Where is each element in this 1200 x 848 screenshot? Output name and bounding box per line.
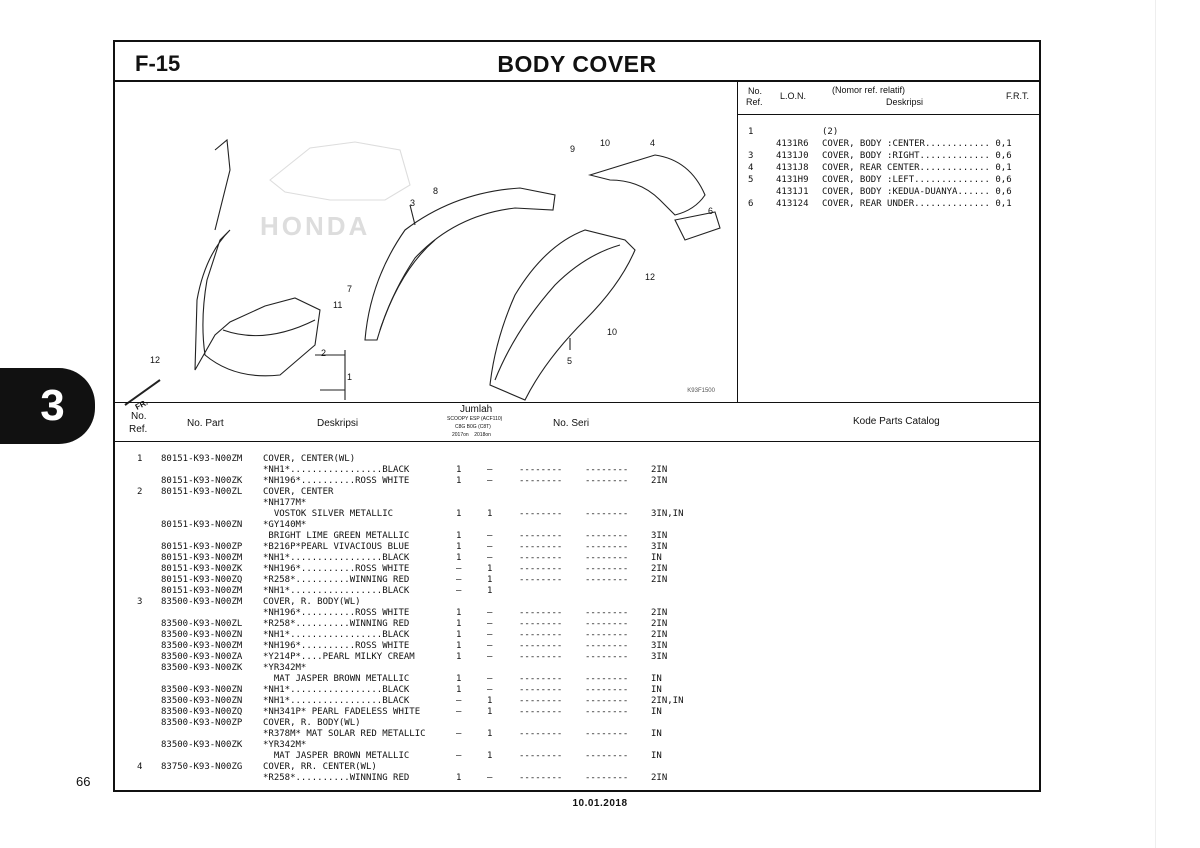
qty-2017: 1: [456, 652, 462, 662]
serial-from: --------: [519, 476, 563, 486]
part-number: 83500-K93-N00ZP: [161, 718, 243, 728]
reference-row: [738, 150, 1039, 162]
table-row: [115, 674, 1039, 685]
part-desc: *R258*..........WINNING RED: [263, 575, 410, 585]
qty-2018: –: [487, 476, 493, 486]
qty-2017: –: [456, 729, 462, 739]
reference-panel: [738, 80, 1039, 402]
table-row: [115, 652, 1039, 663]
qty-2018: 1: [487, 509, 493, 519]
part-number: 83500-K93-N00ZN: [161, 685, 243, 695]
qty-2018: –: [487, 641, 493, 651]
part-number: 80151-K93-N00ZK: [161, 564, 243, 574]
reference-row: [738, 174, 1039, 186]
part-6-rear-under: [675, 212, 720, 240]
part-desc: MAT JASPER BROWN METALLIC: [263, 674, 410, 684]
table-row: [115, 641, 1039, 652]
serial-to: --------: [585, 674, 629, 684]
part-number: 80151-K93-N00ZN: [161, 520, 243, 530]
part-desc: BRIGHT LIME GREEN METALLIC: [263, 531, 410, 541]
qty-2018: –: [487, 674, 493, 684]
qty-2018: 1: [487, 696, 493, 706]
table-row: [115, 751, 1039, 762]
qty-2017: –: [456, 707, 462, 717]
section-tab-label: 3: [40, 381, 65, 430]
serial-to: --------: [585, 652, 629, 662]
qty-2017: –: [456, 575, 462, 585]
catalog-code: 3IN: [651, 542, 668, 552]
table-row: [115, 454, 1039, 465]
callout-10: 10: [600, 138, 611, 148]
watermark-wing: [270, 142, 410, 200]
qty-2018: –: [487, 619, 493, 629]
part-desc: *R258*..........WINNING RED: [263, 773, 410, 783]
part-number: 83500-K93-N00ZN: [161, 696, 243, 706]
part-5-left-body-cover: [490, 230, 635, 400]
table-row: [115, 630, 1039, 641]
part-3-inner-line: [380, 240, 435, 330]
part-number: 83500-K93-N00ZL: [161, 619, 243, 629]
ref-desc-header: Deskripsi: [886, 97, 924, 107]
table-row: [115, 740, 1039, 751]
catalog-code: 2IN: [651, 630, 668, 640]
ref-no: 1: [748, 127, 754, 137]
part-desc: COVER, R. BODY(WL): [263, 718, 361, 728]
table-row: [115, 476, 1039, 487]
catalog-code: 2IN,IN: [651, 696, 684, 706]
table-row: [115, 509, 1039, 520]
part-number: 80151-K93-N00ZK: [161, 476, 243, 486]
catalog-code: 3IN,IN: [651, 509, 684, 519]
table-row: [115, 619, 1039, 630]
part-number: 83500-K93-N00ZA: [161, 652, 243, 662]
qty-2018: –: [487, 542, 493, 552]
part-desc: *NH1*.................BLACK: [263, 553, 410, 563]
serial-from: --------: [519, 531, 563, 541]
serial-from: --------: [519, 652, 563, 662]
table-row: [115, 575, 1039, 586]
callout-10b: 10: [607, 327, 618, 337]
serial-from: --------: [519, 696, 563, 706]
part-number: 83750-K93-N00ZG: [161, 762, 243, 772]
qty-2017: 1: [456, 476, 462, 486]
qty-2017: 1: [456, 509, 462, 519]
qty-2017: 1: [456, 531, 462, 541]
qty-2017: –: [456, 586, 462, 596]
col-seri-header: No. Seri: [553, 418, 590, 429]
ref-lon: 4131J8: [776, 163, 809, 173]
part-desc: *NH1*.................BLACK: [263, 685, 410, 695]
page-date: 10.01.2018: [572, 798, 628, 809]
part-desc: *YR342M*: [263, 740, 307, 750]
catalog-code: 2IN: [651, 773, 668, 783]
part-desc: *NH177M*: [263, 498, 307, 508]
reference-row: [738, 126, 1039, 138]
serial-to: --------: [585, 476, 629, 486]
catalog-code: 2IN: [651, 608, 668, 618]
qty-2018: –: [487, 685, 493, 695]
col-model-header: SCOOPY ESP (ACF110): [447, 416, 503, 422]
serial-to: --------: [585, 542, 629, 552]
part-number: 80151-K93-N00ZP: [161, 542, 243, 552]
ref-desc: COVER, BODY :LEFT.............. 0,6: [822, 175, 1012, 185]
serial-from: --------: [519, 641, 563, 651]
callout-3: 3: [410, 198, 416, 208]
qty-2018: 1: [487, 707, 493, 717]
serial-to: --------: [585, 751, 629, 761]
catalog-code: 2IN: [651, 476, 668, 486]
qty-2017: 1: [456, 674, 462, 684]
qty-2018: –: [487, 630, 493, 640]
table-row: [115, 718, 1039, 729]
qty-2017: 1: [456, 553, 462, 563]
serial-from: --------: [519, 564, 563, 574]
qty-2017: 1: [456, 619, 462, 629]
serial-to: --------: [585, 619, 629, 629]
serial-to: --------: [585, 773, 629, 783]
catalog-code: 2IN: [651, 564, 668, 574]
table-row: [115, 608, 1039, 619]
serial-from: --------: [519, 773, 563, 783]
part-2-inner-line: [223, 320, 315, 336]
ref-lon: 4131H9: [776, 175, 809, 185]
serial-from: --------: [519, 674, 563, 684]
qty-2017: –: [456, 696, 462, 706]
part-desc: *NH1*.................BLACK: [263, 630, 410, 640]
catalog-code: IN: [651, 751, 662, 761]
serial-to: --------: [585, 696, 629, 706]
col-model2-header: C8G B0G (C8T): [455, 424, 491, 430]
ref-lon: 4131J1: [776, 187, 809, 197]
ref-no: 3: [748, 151, 754, 161]
table-row: [115, 762, 1039, 773]
catalog-code: IN: [651, 553, 662, 563]
ref-lon: 4131R6: [776, 139, 809, 149]
col-no-header: No.: [131, 411, 147, 422]
serial-from: --------: [519, 630, 563, 640]
ref-desc: (2): [822, 127, 839, 137]
ref-lon-header: L.O.N.: [780, 91, 807, 101]
qty-2017: –: [456, 564, 462, 574]
serial-from: --------: [519, 707, 563, 717]
qty-2018: 1: [487, 729, 493, 739]
part-desc: COVER, CENTER: [263, 487, 334, 497]
part-number: 80151-K93-N00ZL: [161, 487, 243, 497]
table-row: [115, 542, 1039, 553]
catalog-code: IN: [651, 674, 662, 684]
serial-to: --------: [585, 630, 629, 640]
part-desc: *YR342M*: [263, 663, 307, 673]
part-desc: *NH196*..........ROSS WHITE: [263, 608, 410, 618]
callout-6: 6: [708, 206, 714, 216]
ref-nomor-header: (Nomor ref. relatif): [832, 85, 906, 95]
serial-to: --------: [585, 575, 629, 585]
part-desc: *Y214P*....PEARL MILKY CREAM: [263, 652, 415, 662]
catalog-code: 2IN: [651, 619, 668, 629]
qty-2018: –: [487, 773, 493, 783]
callout-5: 5: [567, 356, 573, 366]
fr-label: FR.: [133, 397, 150, 412]
serial-to: --------: [585, 564, 629, 574]
part-ref: 1: [137, 454, 143, 464]
catalog-code: 3IN: [651, 641, 668, 651]
part-desc: *R378M* MAT SOLAR RED METALLIC: [263, 729, 426, 739]
ref-desc: COVER, REAR UNDER.............. 0,1: [822, 199, 1012, 209]
part-desc: *NH196*..........ROSS WHITE: [263, 476, 410, 486]
part-number: 80151-K93-N00ZQ: [161, 575, 243, 585]
honda-watermark: HONDA: [260, 211, 371, 241]
part-desc: COVER, CENTER(WL): [263, 454, 356, 464]
qty-2018: 1: [487, 564, 493, 574]
serial-from: --------: [519, 685, 563, 695]
qty-2018: –: [487, 465, 493, 475]
part-number: 83500-K93-N00ZM: [161, 641, 243, 651]
callout-2: 2: [321, 348, 327, 358]
qty-2017: 1: [456, 542, 462, 552]
table-row: [115, 520, 1039, 531]
qty-2018: –: [487, 553, 493, 563]
part-number: 83500-K93-N00ZK: [161, 663, 243, 673]
qty-2017: –: [456, 751, 462, 761]
page-code: F-15: [135, 51, 181, 76]
part-desc: MAT JASPER BROWN METALLIC: [263, 751, 410, 761]
reference-row: [738, 162, 1039, 174]
callout-12: 12: [150, 355, 161, 365]
reference-row: [738, 198, 1039, 210]
ref-desc: COVER, BODY :KEDUA-DUANYA...... 0,6: [822, 187, 1012, 197]
serial-from: --------: [519, 542, 563, 552]
part-5-inner-line: [495, 245, 620, 380]
qty-2018: 1: [487, 751, 493, 761]
table-row: [115, 498, 1039, 509]
parts-table-header: [115, 402, 1039, 442]
reference-header: [738, 80, 1039, 115]
part-desc: *NH196*..........ROSS WHITE: [263, 564, 410, 574]
ref-no: 6: [748, 199, 754, 209]
section-tab: [0, 368, 95, 444]
table-row: [115, 597, 1039, 608]
ref-desc: COVER, REAR CENTER............. 0,1: [822, 163, 1012, 173]
leader-3: [410, 205, 415, 225]
part-3-right-body-cover: [365, 188, 555, 340]
part-desc: *NH196*..........ROSS WHITE: [263, 641, 410, 651]
part-desc: COVER, R. BODY(WL): [263, 597, 361, 607]
part-desc: *NH1*.................BLACK: [263, 465, 410, 475]
serial-from: --------: [519, 608, 563, 618]
qty-2018: –: [487, 652, 493, 662]
page-title: BODY COVER: [497, 51, 657, 77]
serial-from: --------: [519, 553, 563, 563]
qty-2017: 1: [456, 641, 462, 651]
serial-from: --------: [519, 729, 563, 739]
serial-to: --------: [585, 729, 629, 739]
qty-2018: –: [487, 608, 493, 618]
qty-2017: 1: [456, 685, 462, 695]
serial-from: --------: [519, 465, 563, 475]
part-desc: *NH341P* PEARL FADELESS WHITE: [263, 707, 421, 717]
callout-8: 8: [433, 186, 439, 196]
callout-12b: 12: [645, 272, 656, 282]
part-desc: *B216P*PEARL VIVACIOUS BLUE: [263, 542, 410, 552]
table-row: [115, 465, 1039, 476]
part-number: 80151-K93-N00ZM: [161, 586, 243, 596]
ref-lon: 4131J0: [776, 151, 809, 161]
callout-7: 7: [347, 284, 353, 294]
part-desc: *NH1*.................BLACK: [263, 586, 410, 596]
part-desc: *R258*..........WINNING RED: [263, 619, 410, 629]
catalog-code: IN: [651, 707, 662, 717]
col-years-header: 2017on 2018on: [452, 432, 491, 438]
callout-4: 4: [650, 138, 656, 148]
col-catalog-header: Kode Parts Catalog: [853, 416, 940, 427]
serial-to: --------: [585, 465, 629, 475]
qty-2018: 1: [487, 575, 493, 585]
ref-frt-header: F.R.T.: [1006, 91, 1030, 101]
catalog-code: 3IN: [651, 652, 668, 662]
callout-11: 11: [333, 300, 343, 310]
col-jumlah-header: Jumlah: [460, 404, 493, 415]
col-part-header: No. Part: [187, 418, 224, 429]
ref-no-header: No.: [748, 86, 763, 96]
qty-2017: 1: [456, 773, 462, 783]
part-2-center-cover: [195, 230, 320, 376]
table-row: [115, 487, 1039, 498]
ref-desc: COVER, BODY :CENTER............ 0,1: [822, 139, 1012, 149]
serial-to: --------: [585, 707, 629, 717]
ref-lon: 413124: [776, 199, 809, 209]
table-row: [115, 773, 1039, 784]
serial-from: --------: [519, 619, 563, 629]
part-desc: VOSTOK SILVER METALLIC: [263, 509, 394, 519]
table-row: [115, 696, 1039, 707]
table-row: [115, 729, 1039, 740]
part-ref: 2: [137, 487, 143, 497]
part-number: 83500-K93-N00ZQ: [161, 707, 243, 717]
page-header: [115, 42, 1039, 82]
ref-desc: COVER, BODY :RIGHT............. 0,6: [822, 151, 1012, 161]
qty-2017: 1: [456, 608, 462, 618]
part-2-upper-edge: [215, 140, 230, 230]
part-number: 83500-K93-N00ZN: [161, 630, 243, 640]
callout-1: 1: [347, 372, 353, 382]
serial-to: --------: [585, 531, 629, 541]
ref-ref-header: Ref.: [746, 97, 763, 107]
qty-2017: 1: [456, 465, 462, 475]
part-desc: *GY140M*: [263, 520, 307, 530]
ref-no: 4: [748, 163, 754, 173]
leader-1-2: [315, 350, 345, 400]
serial-from: --------: [519, 751, 563, 761]
part-4-rear-center-cover: [590, 155, 705, 215]
serial-to: --------: [585, 608, 629, 618]
catalog-code: 2IN: [651, 575, 668, 585]
serial-to: --------: [585, 553, 629, 563]
page-edge: [1155, 0, 1156, 848]
serial-from: --------: [519, 509, 563, 519]
callout-9: 9: [570, 144, 576, 154]
catalog-frame: [113, 40, 1041, 792]
qty-2017: 1: [456, 630, 462, 640]
table-row: [115, 564, 1039, 575]
table-row: [115, 663, 1039, 674]
part-desc: COVER, RR. CENTER(WL): [263, 762, 377, 772]
table-row: [115, 685, 1039, 696]
part-number: 80151-K93-N00ZM: [161, 553, 243, 563]
catalog-code: IN: [651, 729, 662, 739]
diagram-code: K93F1500: [687, 388, 715, 394]
col-desc-header: Deskripsi: [317, 418, 359, 429]
page-number: 66: [76, 774, 91, 789]
catalog-code: 3IN: [651, 531, 668, 541]
table-row: [115, 553, 1039, 564]
part-ref: 3: [137, 597, 143, 607]
serial-from: --------: [519, 575, 563, 585]
catalog-code: IN: [651, 685, 662, 695]
part-desc: *NH1*.................BLACK: [263, 696, 410, 706]
reference-row: [738, 186, 1039, 198]
part-ref: 4: [137, 762, 143, 772]
serial-to: --------: [585, 641, 629, 651]
catalog-code: 2IN: [651, 465, 668, 475]
table-row: [115, 707, 1039, 718]
qty-2018: 1: [487, 586, 493, 596]
part-number: 83500-K93-N00ZK: [161, 740, 243, 750]
serial-to: --------: [585, 685, 629, 695]
reference-row: [738, 138, 1039, 150]
col-ref-header: Ref.: [129, 424, 148, 435]
part-number: 80151-K93-N00ZM: [161, 454, 243, 464]
qty-2018: –: [487, 531, 493, 541]
table-row: [115, 531, 1039, 542]
serial-to: --------: [585, 509, 629, 519]
ref-no: 5: [748, 175, 754, 185]
part-number: 83500-K93-N00ZM: [161, 597, 243, 607]
table-row: [115, 586, 1039, 597]
